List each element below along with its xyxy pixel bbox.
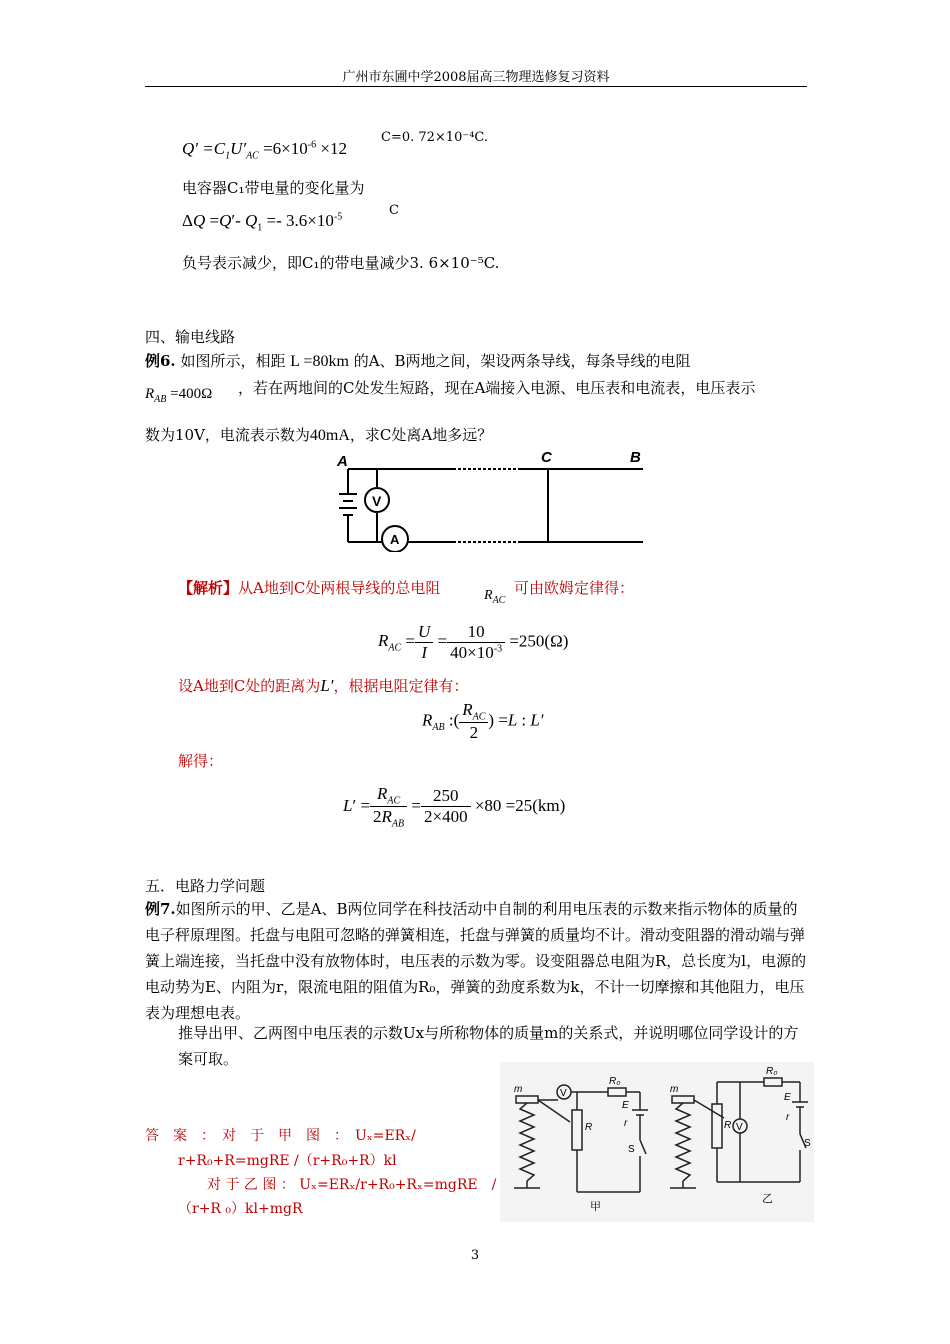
label-b: B xyxy=(630,449,641,466)
label-jia: 甲 xyxy=(590,1201,601,1213)
voltmeter-label: V xyxy=(372,493,382,509)
label-s-yi: S xyxy=(804,1138,811,1149)
example7-question: 推导出甲、乙两图中电压表的示数Ux与所称物体的质量m的关系式，并说明哪位同学设计的方案可取。 xyxy=(178,1024,799,1068)
eq-ohms-law: $R_{AC}$ = $\frac{U}{I}$ = $\frac{10}{40\times 10^{-3}}$ =250(Ω) xyxy=(378,622,569,662)
section5-heading: 五．电路力学问题 xyxy=(145,877,266,895)
header-rule xyxy=(145,86,807,87)
eq-q-prime-result: C=0. 72×10⁻⁴C. xyxy=(381,130,489,145)
eq-delta-q-unit: C xyxy=(389,203,399,218)
example6-line2: ，若在两地间的C处发生短路，现在A端接入电源、电压表和电流表，电压表示 xyxy=(238,379,756,397)
current-value: 40mA xyxy=(309,427,350,444)
label-r0-jia: R₀ xyxy=(609,1076,621,1087)
eq-q-prime: $Q' =C_1U'_{AC} =6\times 10^{-6} \times 12$ xyxy=(182,139,347,162)
label-m-jia: m xyxy=(514,1084,523,1095)
answer-line-4: （r+R ₀）kl+mgR xyxy=(178,1201,303,1217)
example7-label: 例7. xyxy=(145,900,176,918)
label-r0-yi: R₀ xyxy=(766,1066,778,1077)
label-r-jia: R xyxy=(585,1122,593,1133)
example6-line1: 例6. 如图所示，相距 L =80km 的A、B两地之间，架设两条导线，每条导线的电阻 xyxy=(145,352,691,370)
label-rr-jia: r xyxy=(624,1118,628,1129)
answer-line-2: r+R₀+R=mgRE /（r+R₀+R）kl xyxy=(178,1153,397,1169)
label-v-yi: V xyxy=(736,1122,743,1133)
label-e-yi: E xyxy=(784,1092,791,1103)
charge-change-line: 电容器C₁带电量的变化量为 xyxy=(182,179,365,197)
analysis-line-2: 可由欧姆定律得： xyxy=(514,579,635,597)
eq-solution: L′ = $\frac{R_{AC}}{2R_{AB}}$ = $\frac{250}{2\times 400}$ ×80 =25(km) xyxy=(343,784,566,830)
label-e-jia: E xyxy=(622,1100,629,1111)
answer-line-3: 对 于 乙 图 ： Uₓ=ERₓ/r+R₀+Rₓ=mgRE / xyxy=(207,1177,497,1193)
label-c: C xyxy=(541,449,552,466)
resistance-value: $R_{AB} =400\Omega$ xyxy=(145,386,213,405)
electronic-scale-figure xyxy=(500,1062,814,1222)
solve-label: 解得： xyxy=(178,752,224,770)
label-v-jia: V xyxy=(560,1088,567,1099)
distance-value: L =80km xyxy=(290,353,349,370)
example7-paragraph: 例7.如图所示的甲、乙是A、B两位同学在科技活动中自制的利用电压表的示数来指示物体的质量的电子秤原理图。托盘与电阻可忽略的弹簧相连，托盘与弹簧的质量均不计。滑动变阻器的滑动端与弹簧上端连接，当托盘中没有放物体时，电压表的示数为零。设变阻器总电阻为R，总长度为l，电源的电动势为E、内阻为r，限流电阻的阻值为R₀，弹簧的劲度系数为k，不计一切摩擦和其他阻力，电压表为理想电表。 xyxy=(145,900,807,1022)
eq-resistance-law: $R_{AB}$ :( $\frac{R_{AC}}{2}$ ) =L : L′ xyxy=(422,700,544,743)
section4-heading: 四、输电线路 xyxy=(145,328,236,346)
transmission-circuit-figure xyxy=(333,448,649,552)
label-m-yi: m xyxy=(670,1084,679,1095)
analysis-label: 【解析】 xyxy=(178,579,239,597)
eq-delta-q: ΔQ =Q′- $Q_1 =- 3.6\times 10^{-5}$ xyxy=(182,211,343,234)
label-yi: 乙 xyxy=(762,1193,773,1205)
r-ac-symbol: $R_{AC}$ xyxy=(484,588,506,606)
conclusion-line: 负号表示减少，即C₁的带电量减少3. 6×10⁻⁵C. xyxy=(182,254,500,272)
page-header: 广州市东圃中学2008届高三物理选修复习资料 xyxy=(342,70,610,85)
example6-line3: 数为10V，电流表示数为40mA，求C处离A地多远？ xyxy=(145,426,493,444)
answer-line-1: 答 案 ： 对 于 甲 图 ： Uₓ=ERₓ/ xyxy=(145,1128,416,1144)
ammeter-label: A xyxy=(390,532,400,547)
label-r-yi: R xyxy=(724,1120,732,1131)
label-rr-yi: r xyxy=(786,1112,790,1123)
example6-label: 例6. xyxy=(145,352,176,370)
page-number: 3 xyxy=(470,1248,480,1263)
label-a: A xyxy=(337,453,348,470)
let-line: 设A地到C处的距离为L′，根据电阻定律有： xyxy=(178,676,469,695)
label-s-jia: S xyxy=(628,1144,635,1155)
analysis-line: 【解析】从A地到C处两根导线的总电阻 xyxy=(178,579,441,597)
